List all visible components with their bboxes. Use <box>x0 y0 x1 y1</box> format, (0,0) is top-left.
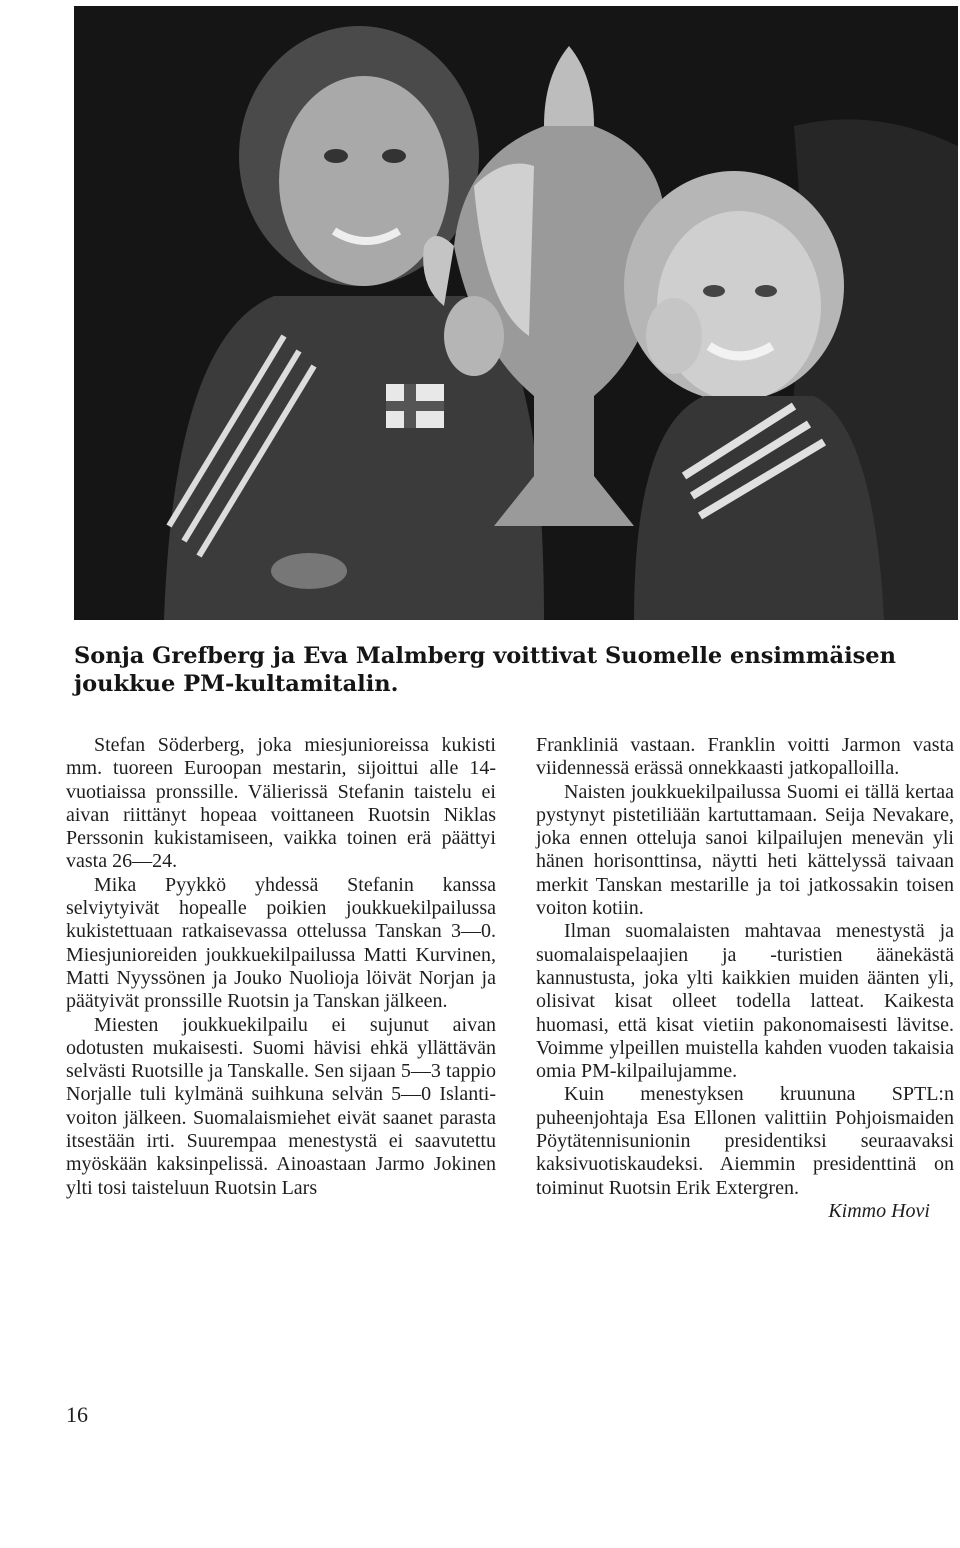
paragraph: Naisten joukkuekilpailussa Suomi ei tällä kertaa pystynyt pistetiliään kartuttamaan. Seija Nevakare, joka ennen otteluja sanoi kilpailujen menevän yli hänen horisonttinsa, näytti heti kättelyssä taivaan merkit Tanskan mestarille ja toi jatkossakin toisen voiton kotiin. <box>536 780 954 920</box>
paragraph: Ilman suomalaisten mahtavaa menestystä ja suomalaispelaajien ja -turistien äänekästä kannustusta, joka ylti kaikkien muiden äänten yli, olisivat kisat olleet todella latteat. Kaikesta huomasi, että kisat vietiin pakonomaisesti lävitse. Voimme ylpeillen muistella kahden vuoden takaisia omia PM-kilpailujamme. <box>536 920 954 1083</box>
trophy-photo <box>74 6 958 620</box>
paragraph: Mika Pyykkö yhdessä Stefanin kanssa selviytyivät hopealle poikien joukkuekilpailussa kukistettuaan ratkaisevassa ottelussa Tanskan 3—0. Miesjunioreiden joukkuekilpailussa Matti Kurvinen, Matti Nyyssönen ja Jouko Nuolioja löivät Norjan ja päätyivät pronssille Ruotsin ja Tanskan jälkeen. <box>66 873 496 1013</box>
author-signature: Kimmo Hovi <box>828 1199 930 1222</box>
paragraph: Kuin menestyksen kruununa SPTL:n puheenjohtaja Esa Ellonen valittiin Pohjoismaiden Pöytätennisunionin presidentiksi seuraavaksi kaksivuotiskaudeksi. Aiemmin presidenttinä on toiminut Ruotsin Erik Extergren. <box>536 1083 954 1199</box>
paragraph: Stefan Söderberg, joka miesjunioreissa kukisti mm. tuoreen Euroopan mestarin, sijoittui alle 14-vuotiaissa pronssille. Välierissä Stefanin taistelu ei aivan riittänyt hopeaa voittaneen Ruotsin Niklas Perssonin kukistamiseen, vaikka toinen erä päättyi vasta 26—24. <box>66 734 496 873</box>
article-right-column <box>536 734 954 1223</box>
paragraph: Frankliniä vastaan. Franklin voitti Jarmon vasta viidennessä erässä onnekkaasti jatkopalloilla. <box>536 734 954 780</box>
photo-two-girls-with-trophy-icon <box>74 6 958 620</box>
paragraph: Miesten joukkuekilpailu ei sujunut aivan odotusten mukaisesti. Suomi hävisi ehkä yllättävän selvästi Ruotsille ja Tanskalle. Sen sijaan 5—3 tappio Norjalle tuli kylmänä suihkuna selvän 5—0 Islanti-voiton jälkeen. Suomalaismiehet eivät saanet parasta itsestään irti. Suurempaa menestystä ei saavutettu myöskään kaksinpelissä. Ainoastaan Jarmo Jokinen ylti tosi taisteluun Ruotsin Lars <box>66 1013 496 1199</box>
photo-caption: Sonja Grefberg ja Eva Malmberg voittivat Suomelle ensimmäisen joukkue PM-kultamitalin. <box>74 643 896 697</box>
page-number: 16 <box>66 1402 88 1427</box>
article-left-column <box>66 734 496 1200</box>
